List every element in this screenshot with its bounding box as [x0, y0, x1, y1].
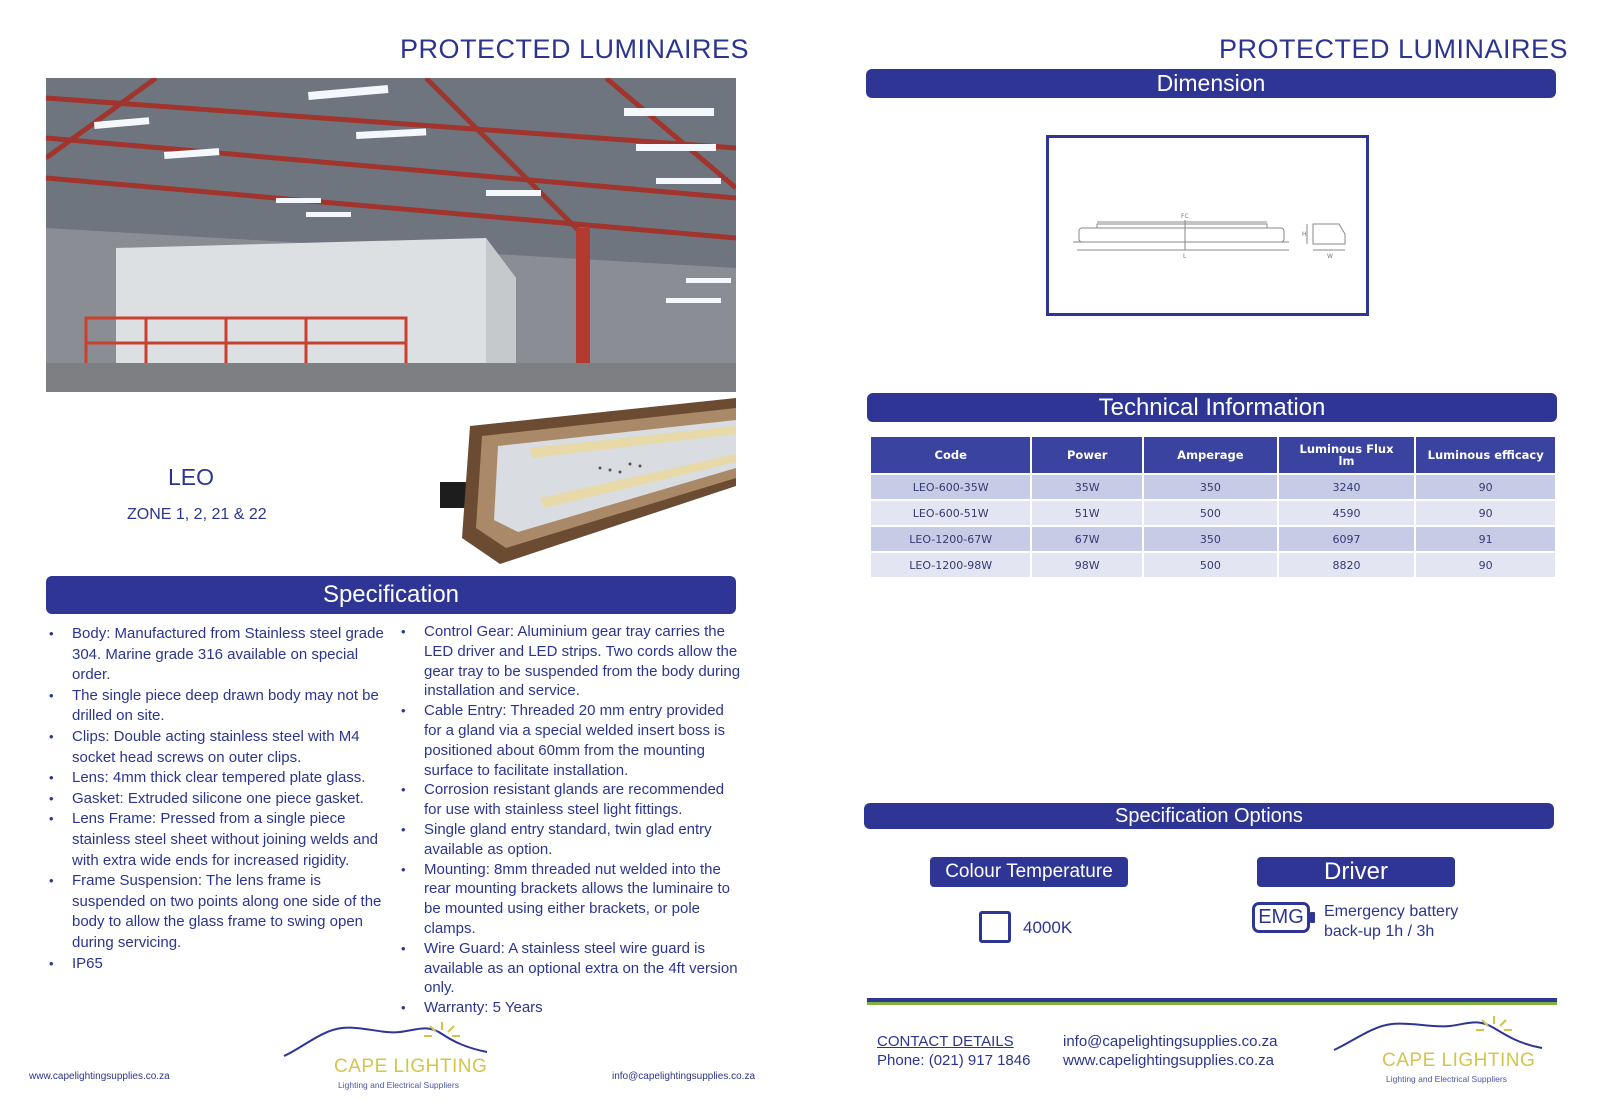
- table-cell: 3240: [1279, 475, 1415, 499]
- cape-lighting-logo-right: [1332, 1014, 1547, 1092]
- column-header-code: Code: [871, 437, 1030, 473]
- table-cell: 51W: [1032, 501, 1142, 525]
- contact-phone[interactable]: Phone: (021) 917 1846: [877, 1052, 1031, 1069]
- colour-temperature-label: Colour Temperature: [930, 857, 1128, 887]
- table-cell: 91: [1416, 527, 1555, 551]
- table-row: [871, 475, 1555, 499]
- dimension-header: Dimension: [866, 69, 1556, 98]
- list-item: • Warranty: 5 Years: [398, 998, 744, 1018]
- colour-temp-checkbox[interactable]: [979, 911, 1011, 943]
- footer-divider-accent: [867, 1002, 1557, 1005]
- specification-options-header: Specification Options: [864, 803, 1554, 829]
- right-page-title: PROTECTED LUMINAIRES: [1219, 34, 1569, 64]
- zone-rating: ZONE 1, 2, 21 & 22: [127, 506, 267, 523]
- colour-temp-value: 4000K: [1023, 918, 1073, 937]
- warehouse-photo: [46, 78, 736, 392]
- list-item: • Corrosion resistant glands are recommended for use with stainless steel light fittings.: [398, 780, 744, 820]
- table-row: [871, 527, 1555, 551]
- footer-email[interactable]: info@capelightingsupplies.co.za: [612, 1071, 756, 1082]
- column-header-luminous-efficacy: Luminous efficacy: [1416, 437, 1555, 473]
- table-cell: LEO-1200-98W: [871, 553, 1030, 577]
- table-cell: 90: [1416, 475, 1555, 499]
- list-item: • Lens: 4mm thick clear tempered plate glass.: [46, 768, 386, 789]
- table-cell: LEO-600-51W: [871, 501, 1030, 525]
- table-cell: 350: [1144, 475, 1277, 499]
- list-item: • Body: Manufactured from Stainless steel grade 304. Marine grade 316 available on special order.: [46, 624, 386, 686]
- list-item: • Clips: Double acting stainless steel with M4 socket head screws on outer clips.: [46, 727, 386, 768]
- list-item: • Lens Frame: Pressed from a single piece stainless steel sheet without joining welds and with extra wide ends for increased rigidity.: [46, 809, 386, 871]
- table-cell: 90: [1416, 553, 1555, 577]
- battery-terminal-icon: [1310, 912, 1315, 923]
- logo-tagline: Lighting and Electrical Suppliers: [338, 1080, 459, 1090]
- logo-name: CAPE LIGHTING: [1382, 1050, 1536, 1071]
- column-header-power: Power: [1032, 437, 1142, 473]
- cape-lighting-logo: [282, 1020, 492, 1092]
- table-header-row: [871, 437, 1555, 473]
- footer-website[interactable]: www.capelightingsupplies.co.za: [29, 1071, 170, 1082]
- column-header-luminous-flux: Luminous Flux lm: [1279, 437, 1415, 473]
- technical-table: [869, 435, 1557, 579]
- list-item: • Control Gear: Aluminium gear tray carries the LED driver and LED strips. Two cords allow the gear tray to be suspended from the body during installation and service.: [398, 622, 744, 701]
- logo-name: CAPE LIGHTING: [334, 1056, 488, 1077]
- table-cell: 500: [1144, 501, 1277, 525]
- list-item: • Mounting: 8mm threaded nut welded into the rear mounting brackets allows the luminaire to be mounted using either brackets, or pole clamps.: [398, 860, 744, 939]
- table-cell: 8820: [1279, 553, 1415, 577]
- mountain-sun-icon: [282, 1020, 492, 1060]
- technical-information-header: Technical Information: [867, 393, 1557, 422]
- table-cell: 98W: [1032, 553, 1142, 577]
- left-page-title: PROTECTED LUMINAIRES: [400, 34, 750, 64]
- table-cell: LEO-600-35W: [871, 475, 1030, 499]
- list-item: • Wire Guard: A stainless steel wire guard is available as an optional extra on the 4ft version only.: [398, 939, 744, 998]
- contact-details-label: CONTACT DETAILS: [877, 1033, 1014, 1050]
- table-row: [871, 501, 1555, 525]
- logo-tagline: Lighting and Electrical Suppliers: [1386, 1074, 1507, 1084]
- table-cell: 4590: [1279, 501, 1415, 525]
- list-item: • Gasket: Extruded silicone one piece gasket.: [46, 789, 386, 810]
- emg-text-line2: back-up 1h / 3h: [1324, 923, 1435, 940]
- table-cell: LEO-1200-67W: [871, 527, 1030, 551]
- driver-label: Driver: [1257, 857, 1455, 887]
- emg-text-line1: Emergency battery: [1324, 903, 1459, 920]
- list-item: • Single gland entry standard, twin glad entry available as option.: [398, 820, 744, 860]
- table-row: [871, 553, 1555, 577]
- table-cell: 35W: [1032, 475, 1142, 499]
- emg-battery-icon: EMG: [1252, 902, 1310, 933]
- table-cell: 350: [1144, 527, 1277, 551]
- list-item: • IP65: [46, 954, 386, 975]
- dimension-label-h: H: [1302, 231, 1307, 238]
- list-item: • Cable Entry: Threaded 20 mm entry provided for a gland via a special welded insert boss is positioned about 60mm from the mounting surface to facilitate installation.: [398, 701, 744, 780]
- specification-header: Specification: [46, 576, 736, 614]
- table-cell: 90: [1416, 501, 1555, 525]
- list-item: • Frame Suspension: The lens frame is suspended on two points along one side of the body to allow the glass frame to swing open during servicing.: [46, 871, 386, 953]
- luminaire-product-image: [440, 398, 736, 564]
- table-cell: 6097: [1279, 527, 1415, 551]
- dimension-label-w: W: [1327, 253, 1333, 260]
- dimension-drawing: [1046, 135, 1369, 316]
- spec-list-col1: [46, 624, 386, 974]
- column-header-amperage: Amperage: [1144, 437, 1277, 473]
- spec-list-col2: [398, 622, 744, 1018]
- dimension-label-l: L: [1183, 253, 1187, 260]
- table-cell: 500: [1144, 553, 1277, 577]
- list-item: • The single piece deep drawn body may not be drilled on site.: [46, 686, 386, 727]
- product-name: LEO: [168, 464, 215, 490]
- contact-website[interactable]: www.capelightingsupplies.co.za: [1063, 1052, 1274, 1069]
- dimension-label-fc: FC: [1181, 213, 1189, 220]
- contact-email[interactable]: info@capelightingsupplies.co.za: [1063, 1033, 1278, 1050]
- table-cell: 67W: [1032, 527, 1142, 551]
